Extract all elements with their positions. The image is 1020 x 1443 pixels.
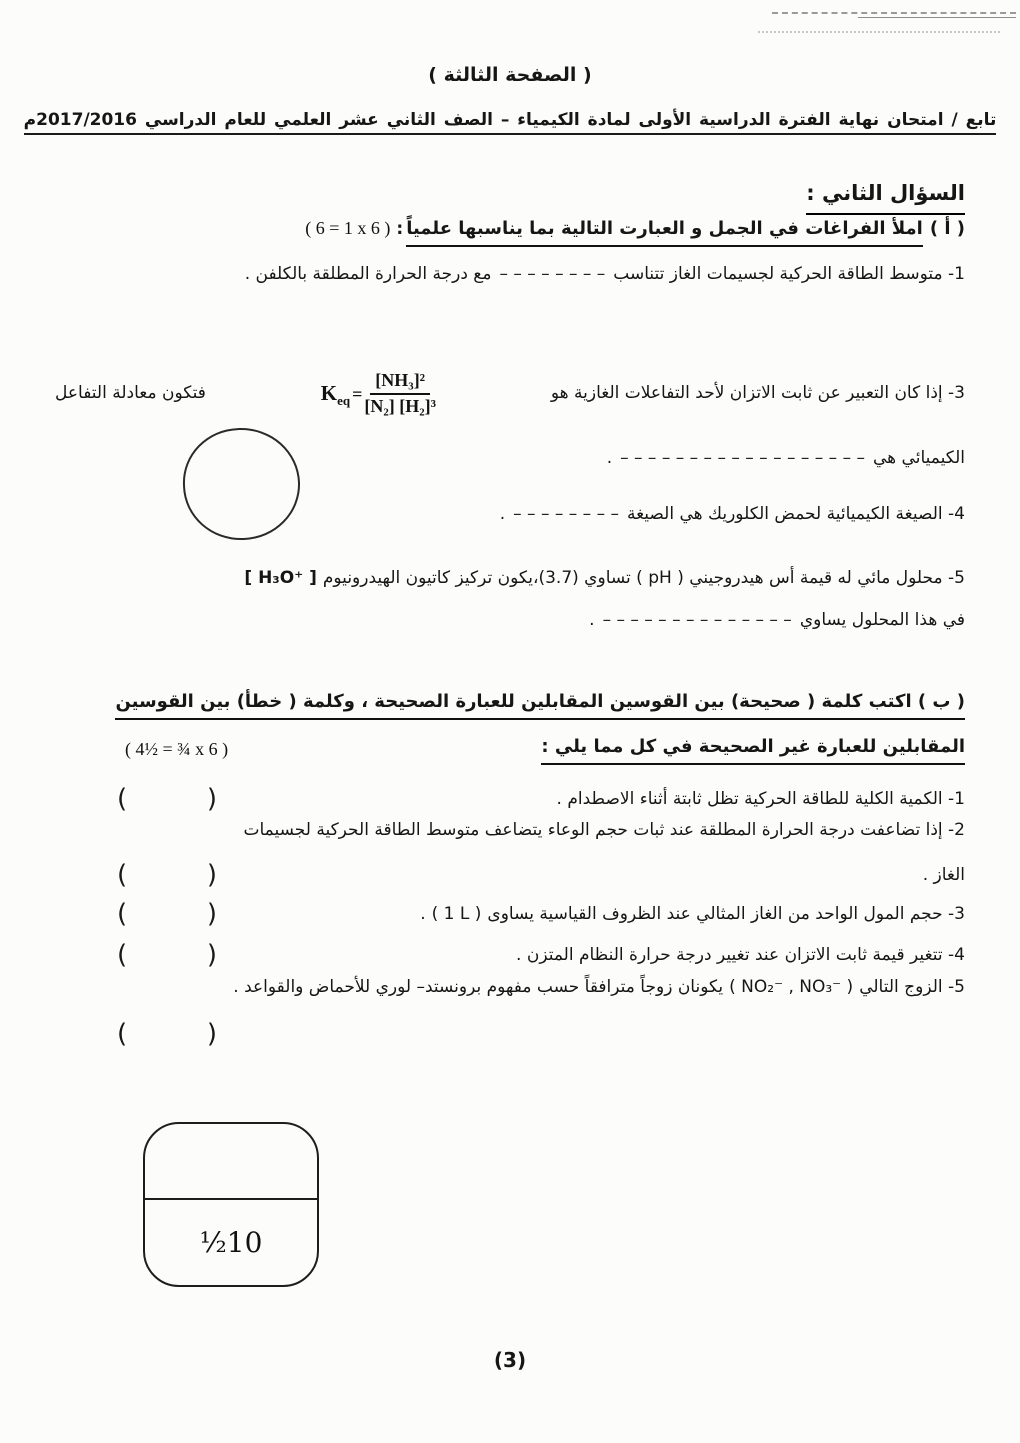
blank-line: – – – – – – – – xyxy=(499,264,606,284)
score-box xyxy=(143,1122,319,1287)
blank-line: – – – – – – – – – – – – – – xyxy=(602,610,792,630)
answer-parens xyxy=(117,856,217,895)
paren-open: ( xyxy=(206,784,217,814)
instruction-colon: : xyxy=(396,219,404,239)
fill-item-4-text: 4- الصيغة الكيميائية لحمض الكلوريك هي الصيغة xyxy=(626,504,965,524)
fill-item-5 xyxy=(55,566,965,592)
question-title: السؤال الثاني : xyxy=(806,178,965,215)
scan-artifact-line xyxy=(772,12,1016,14)
part-b-header-line-1 xyxy=(55,688,965,720)
tf-item-3 xyxy=(55,895,965,934)
part-a-marks: ( 6 = 1 x 6 ) xyxy=(305,218,391,238)
part-b-instruction-1: ( ب ) اكتب كلمة ( صحيحة) بين القوسين المقابلين للعبارة الصحيحة ، وكلمة ( خطأ) بين القوسين xyxy=(115,688,965,720)
tf-item-3-text: 3- حجم المول الواحد من الغاز المثالي عند الظروف القياسية يساوى( 1 L ). xyxy=(420,902,965,928)
paren-open: ( xyxy=(206,1019,217,1049)
part-b-section xyxy=(55,688,965,1068)
score-value: 10½ xyxy=(199,1226,263,1259)
fill-item-5-text: 5- محلول مائي له قيمة أس هيدروجيني ( pH ) تساوي (3.7)،يكون تركيز كاتيون الهيدرونيوم xyxy=(322,568,965,588)
fill-item-3-text-after: فتكون معادلة التفاعل xyxy=(55,383,206,404)
exam-header xyxy=(0,110,1020,135)
blank-line: – – – – – – – – – – – – – – – – – – xyxy=(620,448,865,468)
score-box-total-cell xyxy=(145,1200,317,1285)
part-b-instruction-2: المقابلين للعبارة غير الصحيحة في كل مما يلي : xyxy=(541,733,965,765)
formula-fraction xyxy=(364,370,436,417)
fraction-numerator: [NH₃]² xyxy=(370,370,430,395)
fill-item-1 xyxy=(55,262,965,288)
tf-item-2-text: 2- إذا تضاعفت درجة الحرارة المطلقة عند ثبات حجم الوعاء يتضاعف متوسط الطاقة الحركية لجسيمات xyxy=(243,820,965,840)
period: . xyxy=(589,610,595,630)
fill-item-5-line-2 xyxy=(55,608,965,634)
blank-line: – – – – – – – – xyxy=(513,504,619,524)
part-a-label: ( أ ) xyxy=(929,218,965,239)
paren-close: ) xyxy=(117,940,128,970)
scan-artifact-line xyxy=(858,17,1016,18)
exam-header-text: تابع / امتحان نهاية الفترة الدراسية الأولى لمادة الكيمياء – الصف الثاني عشر العلمي للعام الدراسي 2017/2016م xyxy=(24,110,997,135)
scan-artifact-dots xyxy=(758,31,1000,33)
fill-item-1-text-after: مع درجة الحرارة المطلقة بالكلفن . xyxy=(244,264,492,284)
page-label: ( الصفحة الثالثة ) xyxy=(428,64,592,86)
tf-item-4-text: 4- تتغير قيمة ثابت الاتزان عند تغيير درجة حرارة النظام المتزن . xyxy=(516,944,965,965)
fill-item-1-text: 1- متوسط الطاقة الحركية لجسيمات الغاز تتناسب xyxy=(613,264,965,284)
answer-parens xyxy=(117,1015,217,1054)
tf-item-5-text-after: يكونان زوجاً مترافقاً حسب مفهوم برونستد– لوري للأحماض والقواعد . xyxy=(233,977,724,997)
part-a-instruction: املأ الفراغات في الجمل و العبارت التالية بما يناسبها علمياً xyxy=(406,215,923,247)
fill-item-3 xyxy=(55,358,965,430)
fill-item-3-line2-text: الكيميائي هي xyxy=(873,448,965,468)
footer-page-number: (3) xyxy=(493,1348,527,1372)
period: . xyxy=(420,903,426,924)
tf-item-2-text-cont: الغاز . xyxy=(922,864,965,885)
tf-item-2-line-2 xyxy=(55,856,965,895)
fill-item-3-text: 3- إذا كان التعبير عن ثابت الاتزان لأحد التفاعلات الغازية هو xyxy=(550,383,965,404)
part-b-header-line-2 xyxy=(55,733,965,765)
tf-item-5 xyxy=(55,975,965,1001)
volume-value: ( 1 L ) xyxy=(431,903,482,924)
answer-parens xyxy=(117,936,217,975)
paren-close: ) xyxy=(117,860,128,890)
tf-item-1-text: 1- الكمية الكلية للطاقة الحركية تظل ثابتة أثناء الاصطدام . xyxy=(556,788,965,809)
paren-open: ( xyxy=(206,940,217,970)
paren-close: ) xyxy=(117,784,128,814)
tf-item-4 xyxy=(55,936,965,975)
part-a-section xyxy=(55,178,965,658)
answer-parens xyxy=(117,895,217,934)
equals-sign: = xyxy=(352,383,363,404)
tf-item-5-text: 5- الزوج التالي xyxy=(859,977,965,997)
paren-close: ) xyxy=(117,1019,128,1049)
tf-item-5-answer-row xyxy=(55,1015,965,1055)
tf-item-1 xyxy=(55,780,965,819)
score-box-empty-cell xyxy=(145,1124,317,1200)
hydronium-formula: [ H₃O⁺ ] xyxy=(244,568,317,588)
period: . xyxy=(606,448,613,468)
period: . xyxy=(499,504,506,524)
tf-item-2-line-1 xyxy=(55,818,965,844)
answer-parens xyxy=(117,780,217,819)
paren-open: ( xyxy=(206,899,217,929)
part-b-marks: ( 4½ = ¾ x 6 ) xyxy=(125,738,229,759)
keq-formula xyxy=(321,370,436,417)
conjugate-pair: ( NO₂⁻ , NO₃⁻ ) xyxy=(729,977,854,997)
question-title-row xyxy=(55,178,965,215)
part-a-instruction-line xyxy=(55,215,965,247)
paren-close: ) xyxy=(117,899,128,929)
fraction-denominator: [N₂] [H₂]³ xyxy=(364,396,437,416)
fill-item-5-line2-text: في هذا المحلول يساوي xyxy=(799,610,965,630)
paren-open: ( xyxy=(206,860,217,890)
keq-symbol: $K_{eq}$ xyxy=(320,380,351,408)
keq-subscript: eq xyxy=(337,392,351,408)
